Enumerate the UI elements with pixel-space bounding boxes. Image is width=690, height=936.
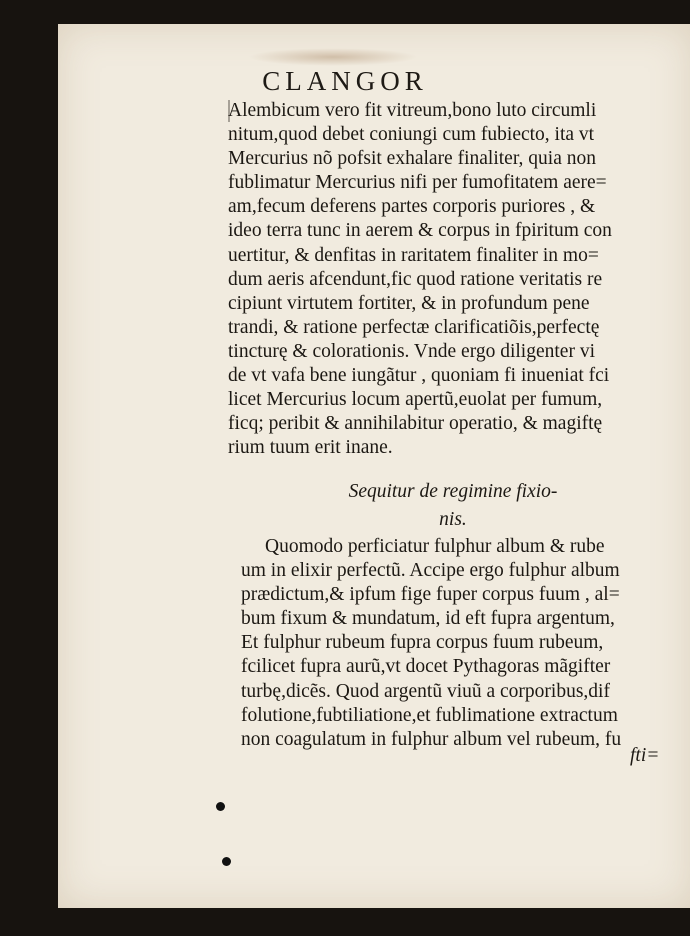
text-line: fcilicet fupra aurũ,vt docet Pythagoras mãgifter xyxy=(241,656,611,678)
text-line: um in elixir perfectũ. Accipe ergo fulphur album xyxy=(241,560,620,582)
text-line: cipiunt virtutem fortiter, & in profundum pene xyxy=(228,292,590,314)
paragraph-2 xyxy=(241,535,621,752)
ink-dot xyxy=(222,857,231,866)
text-line: dum aeris afcendunt,fic quod ratione veritatis re xyxy=(228,268,603,290)
text-line: fublimatur Mercurius nifi per fumofitatem aere= xyxy=(228,172,607,194)
text-line: prædictum,& ipfum fige fuper corpus fuum , al= xyxy=(241,584,620,606)
text-line: uertitur, & denfitas in raritatem finaliter in mo= xyxy=(228,244,599,266)
text-line: bum fixum & mundatum, id eft fupra argentum, xyxy=(241,608,615,630)
text-line: trandi, & ratione perfectæ clarificatiõis,perfectę xyxy=(228,316,600,338)
text-line: ideo terra tunc in aerem & corpus in fpiritum con xyxy=(228,220,612,242)
text-line: de vt vafa bene iungãtur , quoniam fi inueniat fci xyxy=(228,365,610,387)
text-line: Alembicum vero fit vitreum,bono luto circumli xyxy=(228,100,597,121)
running-title: CLANGOR xyxy=(262,66,428,96)
ink-dot xyxy=(216,802,225,811)
section-heading-line: Sequitur de regimine fixio- xyxy=(348,481,558,502)
paragraph-1 xyxy=(228,99,612,460)
text-line: Quomodo perficiatur fulphur album & rube xyxy=(265,536,605,557)
text-line: Mercurius nõ pofsit exhalare finaliter, quia non xyxy=(228,148,596,170)
text-line: rium tuum erit inane. xyxy=(228,437,393,459)
text-line: non coagulatum in fulphur album vel rubeum, fu xyxy=(241,728,622,750)
text-line: turbę,dicẽs. Quod argentũ viuũ a corporibus,dif xyxy=(241,680,610,702)
text-line: nitum,quod debet coniungi cum fubiecto, ita vt xyxy=(228,124,595,146)
text-line: tincturę & colorationis. Vnde ergo diligenter vi xyxy=(228,340,595,362)
text-line: ficq; peribit & annihilabitur operatio, & magiftę xyxy=(228,413,603,435)
text-line: Et fulphur rubeum fupra corpus fuum rubeum, xyxy=(241,632,604,654)
paper-stain xyxy=(248,48,418,66)
section-heading xyxy=(318,478,588,534)
text-line: licet Mercurius locum apertũ,euolat per fumum, xyxy=(228,389,603,411)
text-line: folutione,fubtiliatione,et fublimatione extractum xyxy=(241,704,618,726)
section-heading-line: nis. xyxy=(439,509,467,530)
text-line: am,fecum deferens partes corporis puriores , & xyxy=(228,196,596,218)
catchword: fti= xyxy=(630,745,660,766)
